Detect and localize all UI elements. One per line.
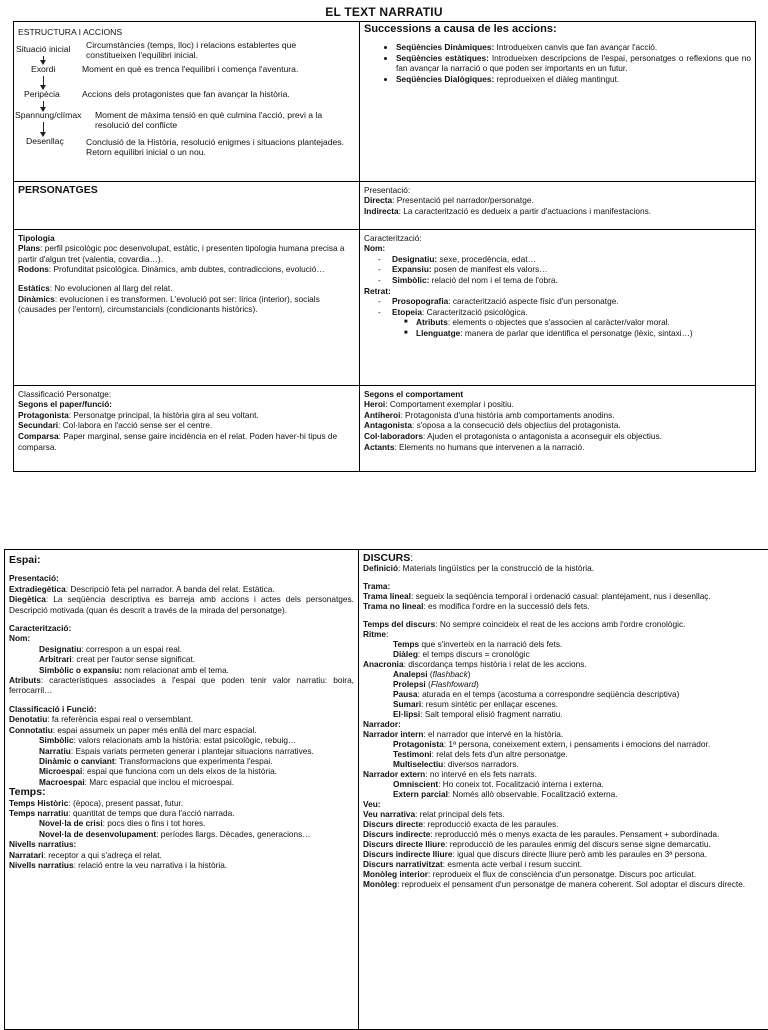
section-subtitle: Trama: [363, 581, 764, 591]
successions-header: Successions a causa de les accions: [364, 23, 751, 36]
text-line: Discurs directe lliure: reproducció de les paraules enmig del discurs sense signe demarcatiu. [363, 839, 764, 849]
text-line: Monòleg interior: reprodueix el flux de consciència d'un personatge. Discurs poc articulat. [363, 869, 764, 879]
down-arrow-icon [43, 76, 44, 89]
structure-label: Desenllaç [26, 136, 64, 147]
text-line: Directa: Presentació pel narrador/personatge. [364, 195, 751, 206]
text-line: Macroespai: Marc espacial que inclou el microespai. [9, 777, 354, 787]
section-subtitle: Retrat: [364, 286, 751, 297]
list-item: • Seqüències estàtiques: Introdueixen descripcions de l'espai, personatges o reflexions que no fan avançar la narració o que poden ser importants en un futur. [396, 53, 751, 74]
text-line: Narratari: receptor a qui s'adreça el relat. [9, 850, 354, 860]
structure-desc: Moment de màxima tensió en què culmina l'acció, previ a la resolució del conflicte [95, 110, 357, 130]
narrative-table-2 [4, 549, 768, 1030]
text-line: Designatiu: correspon a un espai real. [9, 644, 354, 654]
list-item: - Simbòlic: relació del nom i el tema de l'obra. [378, 275, 751, 286]
section-subtitle: Veu: [363, 799, 764, 809]
list-item: - Prosopografia: caracterització aspecte físic d'un personatge. [378, 296, 751, 307]
section-title: Presentació: [364, 185, 751, 196]
text-line: Antiheroi: Protagonista d'una història amb comportaments anodins. [364, 410, 751, 421]
section-header: Temps: [9, 787, 354, 797]
text-line: Denotatiu: fa referència espai real o versemblant. [9, 714, 354, 724]
text-line: Novel·la de desenvolupament: períodes llargs. Dècades, generacions… [9, 829, 354, 839]
personatges-cell [14, 181, 360, 229]
text-line: Diegètica: La seqüència descriptiva es barreja amb accions i actes dels personatges. Descripció motivada (quan és descrit a través de la mirada del personatge). [9, 594, 354, 615]
text-line: Temps Històric: (època), present passat, futur. [9, 798, 354, 808]
structure-cell [14, 22, 360, 182]
structure-label: Peripècia [24, 89, 60, 100]
nom-list [364, 254, 751, 286]
list-item: - Expansiu: posen de manifest els valors… [378, 264, 751, 275]
text-line: Antagonista: s'oposa a la consecució dels objectius del protagonista. [364, 420, 751, 431]
text-line: El·lipsi: Salt temporal elisió fragment narratiu. [363, 709, 764, 719]
structure-label: Situació inicial [16, 44, 70, 55]
text-line: Protagonista: Personatge principal, la història gira al seu voltant. [18, 410, 355, 421]
text-line: Discurs indirecte lliure: igual que discurs directe lliure però amb les paraules en 3ª persona. [363, 849, 764, 859]
structure-desc: Conclusió de la Història, resolució enigmes i situacions plantejades. Retorn equilibri inicial o un nou. [86, 137, 348, 157]
structure-diagram [18, 38, 355, 178]
text-line: Dinàmics: evolucionen i es transformen. L'evolució pot ser: lírica (interior), socials (causades per l'entorn), circumstancials (condicionants històrics). [18, 294, 355, 315]
section-title: Caracterització: [364, 233, 751, 244]
text-line: Nivells narratius: relació entre la veu narrativa i la història. [9, 860, 354, 870]
tipologia-cell [14, 229, 360, 385]
structure-label: Exordi [31, 64, 55, 75]
text-line: Col·laboradors: Ajuden el protagonista o antagonista a aconseguir els objectius. [364, 431, 751, 442]
text-line: Extern parcial: Només allò observable. Focalització externa. [363, 789, 764, 799]
comportament-cell [360, 385, 756, 471]
text-line: Dinàmic o canviant: Transformacions que experimenta l'espai. [9, 756, 354, 766]
list-item: - Etopeia: Caracterització psicològica. [378, 307, 751, 318]
text-line: Sumari: resum sintètic per enllaçar escenes. [363, 699, 764, 709]
text-line: Narrador intern: el narrador que intervé en la història. [363, 729, 764, 739]
text-line: Monòleg: reprodueix el pensament d'un personatge de manera coherent. Sol adoptar el discurs directe. [363, 879, 764, 889]
text-line: Plans: perfil psicològic poc desenvolupat, estàtic, i presenten tipologia humana precisa a partir d'algun tret (valentia, covardia…). [18, 243, 355, 264]
text-line: Extradiegètica: Descripció feta pel narrador. A banda del relat. Estàtica. [9, 584, 354, 594]
text-line: Indirecta: La caracterització es dedueix a partir d'actuacions i manifestacions. [364, 206, 751, 217]
text-line: Discurs narrativitzat: esmenta acte verbal i resum succint. [363, 859, 764, 869]
text-line: Novel·la de crisi: pocs dies o fins i tot hores. [9, 818, 354, 828]
text-line: Multiselectiu: diversos narradors. [363, 759, 764, 769]
section-subtitle: Segons el paper/funció: [18, 399, 355, 410]
text-line: Secundari: Col·labora en l'acció sense ser el centre. [18, 420, 355, 431]
text-line: Simbòlic: valors relacionats amb la història: estat psicològic, rebuig… [9, 735, 354, 745]
structure-desc: Circumstàncies (temps, lloc) i relacions establertes que constitueixen l'equilibri inicial. [86, 40, 348, 60]
personatges-header: PERSONATGES [18, 185, 355, 196]
text-line: Prolepsi (Flashfoward) [363, 679, 764, 689]
section-header: Espai: [9, 555, 354, 565]
down-arrow-icon [43, 122, 44, 136]
section-subtitle: Presentació: [9, 573, 354, 583]
text-line: Diàleg: el temps discurs = cronològic [363, 649, 764, 659]
text-line: Discurs indirecte: reproducció més o menys exacta de les paraules. Pensament + subordinada. [363, 829, 764, 839]
text-line: Pausa: aturada en el temps (acostuma a correspondre seqüència descriptiva) [363, 689, 764, 699]
text-line: Temps que s'inverteix en la narració dels fets. [363, 639, 764, 649]
section-title: Tipologia [18, 233, 355, 244]
list-item: • Seqüències Dialògiques: reprodueixen el diàleg mantingut. [396, 74, 751, 85]
text-line: Comparsa: Paper marginal, sense gaire incidència en el relat. Poden haver-hi tipus de comparsa. [18, 431, 355, 452]
text-line: Protagonista: 1ª persona, coneixement extern, i pensaments i emocions del narrador. [363, 739, 764, 749]
text-line: Trama no lineal: es modifica l'ordre en la successió dels fets. [363, 601, 764, 611]
text-line: Heroi: Comportament exemplar i positiu. [364, 399, 751, 410]
section-subtitle: Nivells narratius: [9, 839, 354, 849]
text-line: Analepsi (flashback) [363, 669, 764, 679]
section-subtitle: Classificació i Funció: [9, 704, 354, 714]
text-line: Temps narratiu: quantitat de temps que dura l'acció narrada. [9, 808, 354, 818]
text-line: Arbitrari: creat per l'autor sense significat. [9, 654, 354, 664]
down-arrow-icon [43, 56, 44, 64]
etopeia-list [364, 317, 751, 338]
list-item: - Designatiu: sexe, procedència, edat… [378, 254, 751, 265]
retrat-list [364, 296, 751, 317]
text-line: Definició: Materials lingüístics per la construcció de la història. [363, 563, 764, 573]
caracteritzacio-cell [360, 229, 756, 385]
text-line: Microespai: espai que funciona com un dels eixos de la història. [9, 766, 354, 776]
structure-desc: Accions dels protagonistes que fan avançar la història. [82, 89, 352, 99]
section-subtitle: Nom: [364, 243, 751, 254]
text-line: Ritme: [363, 629, 764, 639]
successions-cell [360, 22, 756, 182]
section-subtitle: Narrador: [363, 719, 764, 729]
text-line: Anacronia: discordança temps història i relat de les accions. [363, 659, 764, 669]
discurs-cell [359, 550, 768, 1030]
text-line: Trama lineal: segueix la seqüència temporal i ordenació casual: plantejament, nus i desenllaç. [363, 591, 764, 601]
list-item: ■ Atributs: elements o objectes que s'associen al caràcter/valor moral. [404, 317, 751, 328]
text-line: Connotatiu: espai assumeix un paper més enllà del marc espacial. [9, 725, 354, 735]
section-subtitle: Caracterització: [9, 623, 354, 633]
presentacio-cell [360, 181, 756, 229]
text-line: Testimoni: relat dels fets d'un altre personatge. [363, 749, 764, 759]
section-subtitle: Nom: [9, 633, 354, 643]
text-line: Discurs directe: reproducció exacta de les paraules. [363, 819, 764, 829]
structure-header: ESTRUCTURA I ACCIONS [18, 27, 355, 38]
text-line: Actants: Elements no humans que intervenen a la narració. [364, 442, 751, 453]
text-line: Atributs: característiques associades a l'espai que poden tenir valor narratiu: boira, ferrocarril… [9, 675, 354, 696]
list-item: • Seqüències Dinàmiques: Introdueixen canvis que fan avançar l'acció. [396, 42, 751, 53]
successions-list [364, 42, 751, 84]
text-line: Veu narrativa: relat principal dels fets. [363, 809, 764, 819]
text-line: Narratiu: Espais variats permeten generar i plantejar situacions narratives. [9, 746, 354, 756]
text-line: Estàtics: No evolucionen al llarg del relat. [18, 283, 355, 294]
espai-cell [5, 550, 359, 1030]
text-line: Temps del discurs: No sempre coincideix el reat de les accions amb l'ordre cronològic. [363, 619, 764, 629]
structure-desc: Moment en què es trenca l'equilibri i comença l'aventura. [82, 64, 352, 74]
text-line: Narrador extern: no intervé en els fets narrats. [363, 769, 764, 779]
section-title: Classificació Personatge: [18, 389, 355, 400]
text-line: Omniscient: Ho coneix tot. Focalització interna i externa. [363, 779, 764, 789]
list-item: ■ Llenguatge: manera de parlar que identifica el personatge (lèxic, sintaxi…) [404, 328, 751, 339]
text-line: Rodons: Profunditat psicològica. Dinàmics, amb dubtes, contradiccions, evolució… [18, 264, 355, 275]
structure-label: Spannung/clímax [15, 110, 81, 121]
section-header: DISCURS: [363, 553, 764, 563]
text-line: Simbòlic o expansiu: nom relacionat amb el tema. [9, 665, 354, 675]
classificacio-cell [14, 385, 360, 471]
section-title: Segons el comportament [364, 389, 751, 400]
narrative-table-1 [13, 21, 756, 472]
page-title: EL TEXT NARRATIU [0, 5, 768, 19]
